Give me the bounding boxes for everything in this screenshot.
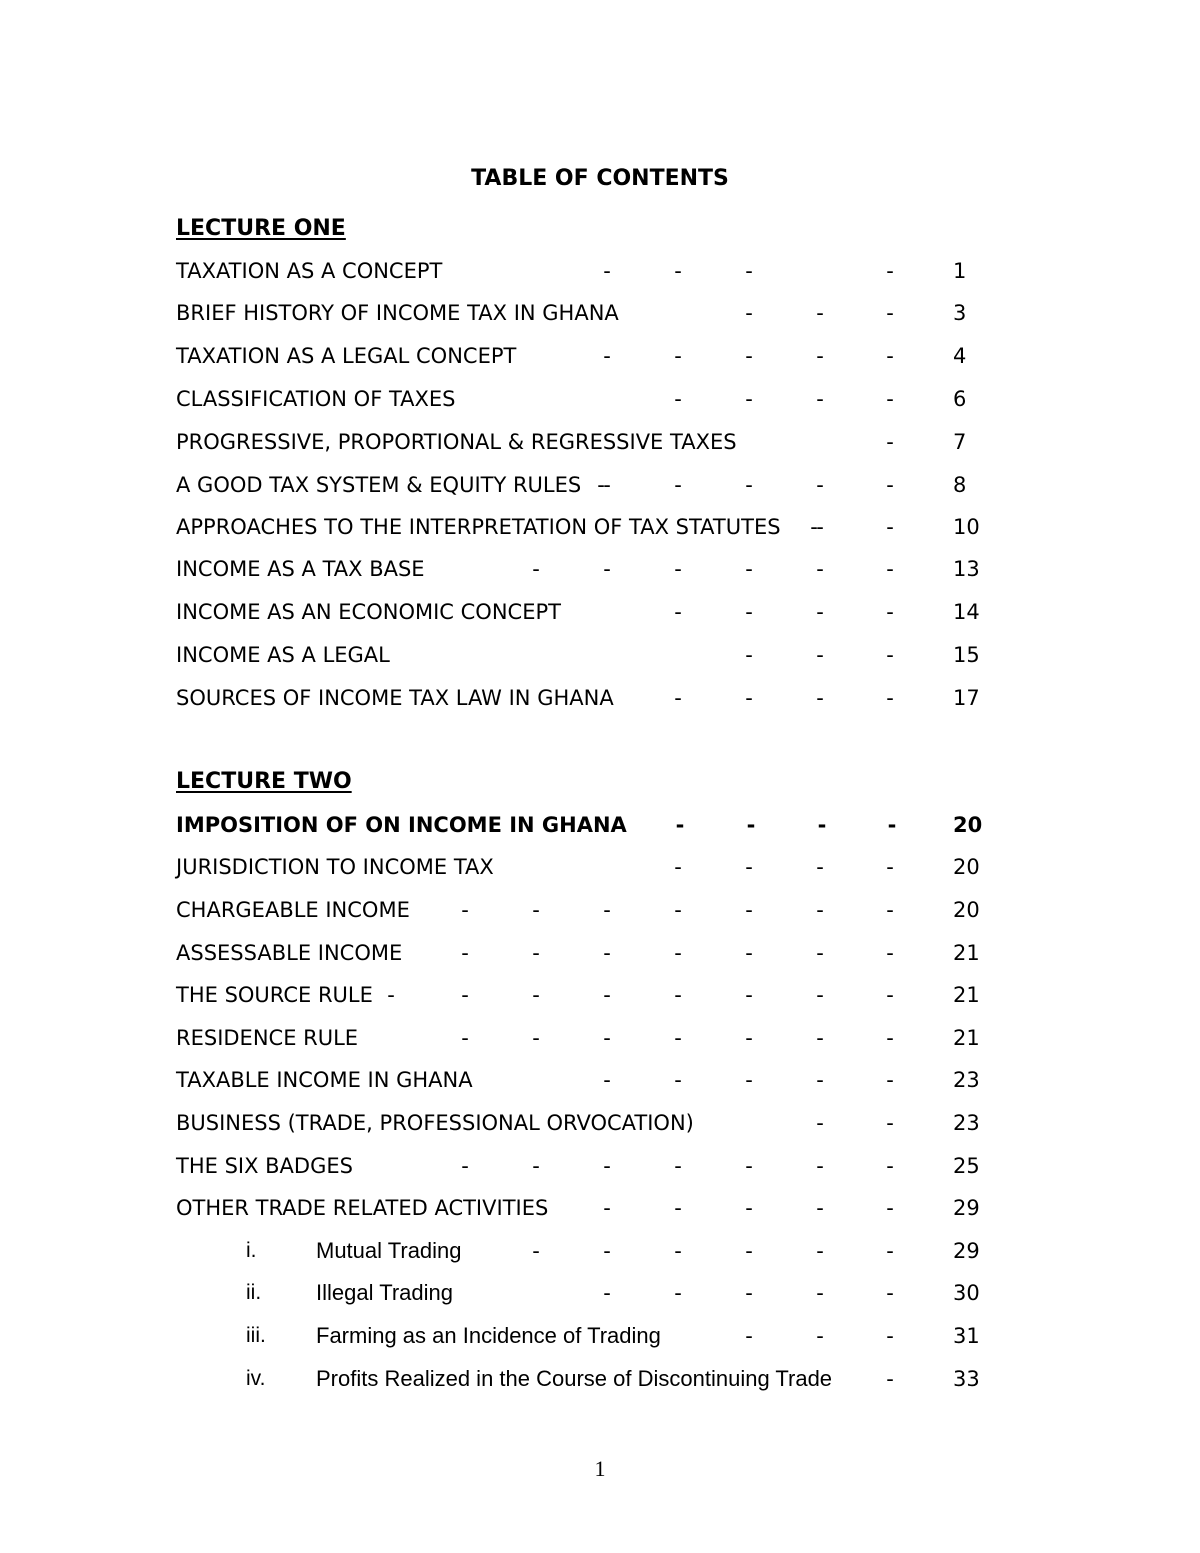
leader-dash: -	[886, 557, 894, 581]
toc-entry	[0, 895, 1200, 925]
leader-dash: -	[674, 855, 682, 879]
leader-dash: -	[816, 1239, 824, 1263]
leader-dash: -	[674, 686, 682, 710]
toc-sub-entry	[0, 1236, 1200, 1266]
leader-dash: -	[745, 1026, 753, 1050]
leader-dash: -	[816, 600, 824, 624]
toc-entry-title: THE SOURCE RULE	[176, 983, 373, 1007]
toc-entry-title: JURISDICTION TO INCOME TAX	[176, 855, 494, 879]
toc-entry-page: 20	[953, 898, 980, 922]
leader-dash: -	[816, 686, 824, 710]
toc-sub-entry-title: Profits Realized in the Course of Discontinuing Trade	[316, 1366, 833, 1391]
toc-entry-title: APPROACHES TO THE INTERPRETATION OF TAX STATUTES	[176, 515, 781, 539]
toc-entry	[0, 384, 1200, 414]
toc-entry-title: THE SIX BADGES	[176, 1154, 353, 1178]
leader-dash: -	[886, 1154, 894, 1178]
leader-dash: -	[886, 430, 894, 454]
toc-entry-page: 23	[953, 1111, 980, 1135]
toc-entry	[0, 256, 1200, 286]
leader-dash: -	[816, 1111, 824, 1135]
leader-dash: -	[461, 898, 469, 922]
leader-dash: -	[532, 1026, 540, 1050]
toc-entry	[0, 427, 1200, 457]
toc-entry-title: RESIDENCE RULE	[176, 1026, 359, 1050]
toc-entry	[0, 1193, 1200, 1223]
leader-dash: -	[816, 387, 824, 411]
toc-entry	[0, 852, 1200, 882]
toc-entry-title: TAXATION AS A CONCEPT	[176, 259, 443, 283]
leader-dash: -	[532, 898, 540, 922]
leader-dash: -	[597, 473, 605, 497]
toc-entry-page: 10	[953, 515, 980, 539]
leader-dash: -	[745, 1281, 753, 1305]
leader-dash: -	[816, 1154, 824, 1178]
toc-entry-page: 17	[953, 686, 980, 710]
toc-entry	[0, 938, 1200, 968]
toc-sub-entry-title: Mutual Trading	[316, 1238, 462, 1263]
leader-dash: -	[674, 1196, 682, 1220]
leader-dash: -	[886, 1239, 894, 1263]
leader-dash: -	[461, 1154, 469, 1178]
leader-dash: -	[745, 898, 753, 922]
toc-sub-entry-title: Farming as an Incidence of Trading	[316, 1323, 661, 1348]
leader-dash: -	[886, 686, 894, 710]
leader-dash: -	[810, 515, 818, 539]
toc-entry-title: INCOME AS AN ECONOMIC CONCEPT	[176, 600, 561, 624]
leader-dash: -	[886, 1367, 894, 1391]
leader-dash: -	[603, 1239, 611, 1263]
toc-entry	[0, 640, 1200, 670]
leader-dash: -	[461, 1026, 469, 1050]
leader-dash: -	[745, 557, 753, 581]
toc-entry-title: ASSESSABLE INCOME	[176, 941, 403, 965]
toc-entry-page: 29	[953, 1239, 980, 1263]
leader-dash: -	[816, 855, 824, 879]
leader-dash: -	[886, 898, 894, 922]
leader-dash: -	[603, 344, 611, 368]
toc-entry-page: 1	[953, 259, 967, 283]
toc-entry-title: CLASSIFICATION OF TAXES	[176, 387, 456, 411]
leader-dash: -	[674, 473, 682, 497]
lecture-one-heading: LECTURE ONE	[176, 216, 346, 241]
toc-entry	[0, 298, 1200, 328]
toc-entry-page: 21	[953, 1026, 980, 1050]
leader-dash: -	[816, 1026, 824, 1050]
leader-dash: -	[603, 1281, 611, 1305]
leader-dash: -	[745, 600, 753, 624]
leader-dash: -	[675, 813, 685, 837]
leader-dash: -	[745, 344, 753, 368]
leader-dash: -	[461, 941, 469, 965]
leader-dash: -	[886, 1196, 894, 1220]
leader-dash: -	[461, 983, 469, 1007]
leader-dash: -	[886, 643, 894, 667]
leader-dash: -	[603, 983, 611, 1007]
leader-dash: -	[603, 1026, 611, 1050]
leader-dash: -	[886, 1324, 894, 1348]
toc-entry-title: OTHER TRADE RELATED ACTIVITIES	[176, 1196, 549, 1220]
lecture-two-heading: LECTURE TWO	[176, 769, 352, 794]
leader-dash: -	[603, 1068, 611, 1092]
leader-dash: -	[674, 259, 682, 283]
leader-dash: -	[886, 1026, 894, 1050]
leader-dash: -	[745, 1068, 753, 1092]
leader-dash: -	[674, 1239, 682, 1263]
toc-entry-title: TAXABLE INCOME IN GHANA	[176, 1068, 473, 1092]
leader-dash: -	[532, 983, 540, 1007]
toc-sub-entry-number: iii.	[246, 1324, 266, 1347]
toc-sub-entry-number: i.	[246, 1239, 257, 1262]
toc-entry-page: 15	[953, 643, 980, 667]
leader-dash: -	[886, 1068, 894, 1092]
leader-dash: -	[887, 813, 897, 837]
toc-entry	[0, 1065, 1200, 1095]
leader-dash: -	[886, 387, 894, 411]
leader-dash: -	[674, 983, 682, 1007]
leader-dash: -	[674, 941, 682, 965]
toc-entry-title: BUSINESS (TRADE, PROFESSIONAL ORVOCATION)	[176, 1111, 694, 1135]
leader-dash: -	[532, 1154, 540, 1178]
leader-dash: -	[745, 941, 753, 965]
leader-dash: -	[745, 473, 753, 497]
leader-dash: -	[817, 813, 827, 837]
toc-sub-entry	[0, 1278, 1200, 1308]
toc-entry-title: PROGRESSIVE, PROPORTIONAL & REGRESSIVE TAXES	[176, 430, 737, 454]
leader-dash: -	[532, 1239, 540, 1263]
leader-dash: -	[816, 1281, 824, 1305]
toc-entry-page: 7	[953, 430, 967, 454]
page-number: 1	[594, 1456, 606, 1481]
toc-entry-page: 29	[953, 1196, 980, 1220]
leader-dash: -	[886, 941, 894, 965]
toc-sub-entry-number: ii.	[246, 1281, 262, 1304]
toc-entry	[0, 341, 1200, 371]
leader-dash: -	[745, 1324, 753, 1348]
toc-entry-page: 25	[953, 1154, 980, 1178]
leader-dash: -	[674, 1154, 682, 1178]
leader-dash: -	[746, 813, 756, 837]
leader-dash: -	[816, 301, 824, 325]
leader-dash: -	[886, 983, 894, 1007]
leader-dash: -	[745, 686, 753, 710]
toc-entry	[0, 810, 1200, 840]
leader-dash: -	[886, 259, 894, 283]
leader-dash: -	[745, 983, 753, 1007]
toc-entry-title: IMPOSITION OF ON INCOME IN GHANA	[176, 813, 627, 837]
toc-sub-entry-title: Illegal Trading	[316, 1280, 453, 1305]
leader-dash: -	[816, 1068, 824, 1092]
toc-entry	[0, 554, 1200, 584]
leader-dash: -	[745, 301, 753, 325]
leader-dash: -	[816, 515, 824, 539]
leader-dash: -	[886, 855, 894, 879]
leader-dash: -	[745, 259, 753, 283]
toc-entry-title: SOURCES OF INCOME TAX LAW IN GHANA	[176, 686, 614, 710]
leader-dash: -	[745, 855, 753, 879]
leader-dash: -	[603, 259, 611, 283]
toc-entry-title: A GOOD TAX SYSTEM & EQUITY RULES	[176, 473, 582, 497]
leader-dash: -	[816, 643, 824, 667]
leader-dash: -	[745, 1239, 753, 1263]
toc-sub-entry-number: iv.	[246, 1367, 266, 1390]
leader-dash: -	[816, 1196, 824, 1220]
toc-entry-page: 33	[953, 1367, 980, 1391]
leader-dash: -	[816, 344, 824, 368]
leader-dash: -	[886, 600, 894, 624]
leader-dash: -	[603, 941, 611, 965]
leader-dash: -	[603, 557, 611, 581]
toc-entry-page: 20	[953, 813, 983, 837]
leader-dash: -	[603, 1154, 611, 1178]
leader-dash: -	[745, 643, 753, 667]
leader-dash: -	[674, 344, 682, 368]
toc-entry	[0, 980, 1200, 1010]
toc-entry	[0, 512, 1200, 542]
leader-dash: -	[603, 898, 611, 922]
leader-dash: -	[745, 387, 753, 411]
toc-entry-page: 30	[953, 1281, 980, 1305]
toc-entry-page: 6	[953, 387, 967, 411]
toc-entry-page: 21	[953, 941, 980, 965]
toc-entry-page: 20	[953, 855, 980, 879]
toc-entry-page: 31	[953, 1324, 980, 1348]
leader-dash: -	[816, 983, 824, 1007]
toc-entry-title: INCOME AS A LEGAL	[176, 643, 390, 667]
leader-dash: -	[886, 473, 894, 497]
toc-sub-entry	[0, 1321, 1200, 1351]
toc-entry-page: 21	[953, 983, 980, 1007]
leader-dash: -	[816, 557, 824, 581]
leader-dash: -	[674, 600, 682, 624]
toc-entry	[0, 597, 1200, 627]
leader-dash: -	[603, 473, 611, 497]
toc-entry-page: 13	[953, 557, 980, 581]
leader-dash: -	[532, 941, 540, 965]
toc-entry-page: 8	[953, 473, 967, 497]
leader-dash: -	[745, 1154, 753, 1178]
toc-entry-title: CHARGEABLE INCOME	[176, 898, 410, 922]
toc-entry-page: 23	[953, 1068, 980, 1092]
toc-entry	[0, 1151, 1200, 1181]
leader-dash: -	[603, 1196, 611, 1220]
toc-entry	[0, 470, 1200, 500]
toc-entry-page: 14	[953, 600, 980, 624]
toc-entry-title: TAXATION AS A LEGAL CONCEPT	[176, 344, 517, 368]
leader-dash: -	[674, 1068, 682, 1092]
toc-entry-title: BRIEF HISTORY OF INCOME TAX IN GHANA	[176, 301, 619, 325]
page-title: TABLE OF CONTENTS	[471, 166, 729, 191]
toc-entry	[0, 683, 1200, 713]
leader-dash: -	[674, 1026, 682, 1050]
leader-dash: -	[674, 387, 682, 411]
leader-dash: -	[674, 898, 682, 922]
leader-dash: -	[816, 941, 824, 965]
toc-entry-page: 3	[953, 301, 967, 325]
leader-dash: -	[532, 557, 540, 581]
leader-dash: -	[674, 1281, 682, 1305]
leader-dash: -	[387, 983, 395, 1007]
toc-sub-entry	[0, 1364, 1200, 1394]
toc-entry	[0, 1108, 1200, 1138]
toc-entry-title: INCOME AS A TAX BASE	[176, 557, 425, 581]
leader-dash: -	[886, 515, 894, 539]
leader-dash: -	[816, 1324, 824, 1348]
leader-dash: -	[745, 1196, 753, 1220]
leader-dash: -	[816, 898, 824, 922]
leader-dash: -	[886, 344, 894, 368]
leader-dash: -	[816, 473, 824, 497]
toc-entry-page: 4	[953, 344, 967, 368]
toc-entry	[0, 1023, 1200, 1053]
leader-dash: -	[886, 1111, 894, 1135]
leader-dash: -	[674, 557, 682, 581]
leader-dash: -	[886, 301, 894, 325]
leader-dash: -	[886, 1281, 894, 1305]
